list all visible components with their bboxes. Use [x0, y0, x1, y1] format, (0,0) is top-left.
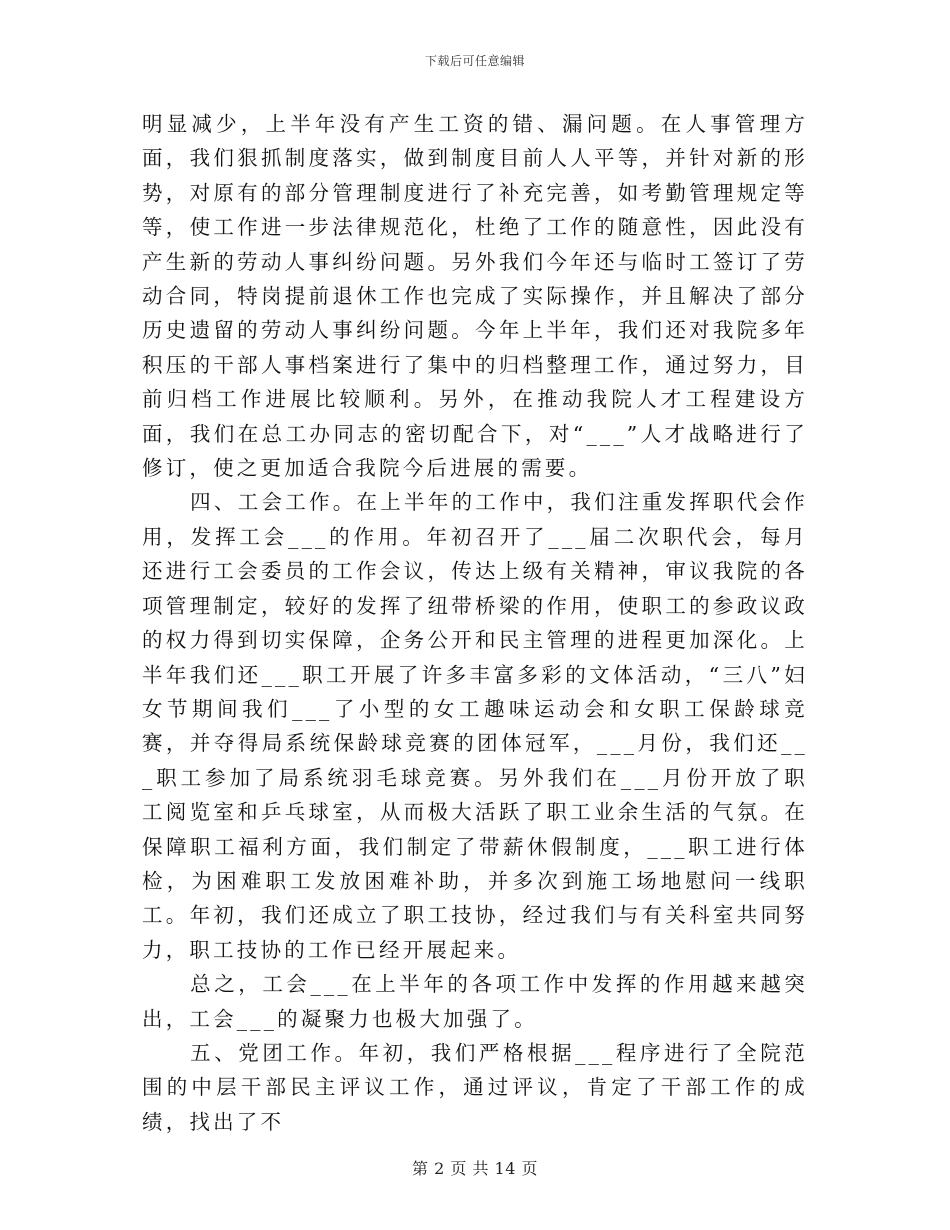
- page-number-footer: 第 2 页 共 14 页: [412, 1159, 538, 1178]
- document-body: [142, 107, 808, 1139]
- paragraph-union-summary: 总之，工会___在上半年的各项工作中发挥的作用越来越突出，工会___的凝聚力也极大加强了。: [142, 972, 808, 1031]
- paragraph-union-work: 四、工会工作。在上半年的工作中，我们注重发挥职代会作用，发挥工会___的作用。年初召开了___届二次职代会，每月还进行工会委员的工作会议，传达上级有关精神，审议我院的各项管理制定，较好的发挥了纽带桥梁的作用，使职工的参政议政的权力得到切实保障，企务公开和民主管理的进程更加深化。上半年我们还___职工开展了许多丰富多彩的文体活动，“三八”妇女节期间我们___了小型的女工趣味运动会和女职工保龄球竞赛，并夺得局系统保龄球竞赛的团体冠军，___月份，我们还___职工参加了局系统羽毛球竞赛。另外我们在___月份开放了职工阅览室和乒乓球室，从而极大活跃了职工业余生活的气氛。在保障职工福利方面，我们制定了带薪休假制度，___职工进行体检，为困难职工发放困难补助，并多次到施工场地慰问一线职工。年初，我们还成立了职工技协，经过我们与有关科室共同努力，职工技协的工作已经开展起来。: [142, 490, 808, 962]
- paragraph-hr-management: 明显减少，上半年没有产生工资的错、漏问题。在人事管理方面，我们狠抓制度落实，做到制度目前人人平等，并针对新的形势，对原有的部分管理制度进行了补充完善，如考勤管理规定等等，使工作进一步法律规范化，杜绝了工作的随意性，因此没有产生新的劳动人事纠纷问题。另外我们今年还与临时工签订了劳动合同，特岗提前退休工作也完成了实际操作，并且解决了部分历史遗留的劳动人事纠纷问题。今年上半年，我们还对我院多年积压的干部人事档案进行了集中的归档整理工作，通过努力，目前归档工作进展比较顺利。另外，在推动我院人才工程建设方面，我们在总工办同志的密切配合下，对“___”人才战略进行了修订，使之更加适合我院今后进展的需要。: [142, 112, 808, 481]
- page-header-note: 下载后可任意编辑: [424, 54, 525, 68]
- paragraph-party-work: 五、党团工作。年初，我们严格根据___程序进行了全院范围的中层干部民主评议工作，通过评议，肯定了干部工作的成绩，找出了不: [142, 1040, 808, 1134]
